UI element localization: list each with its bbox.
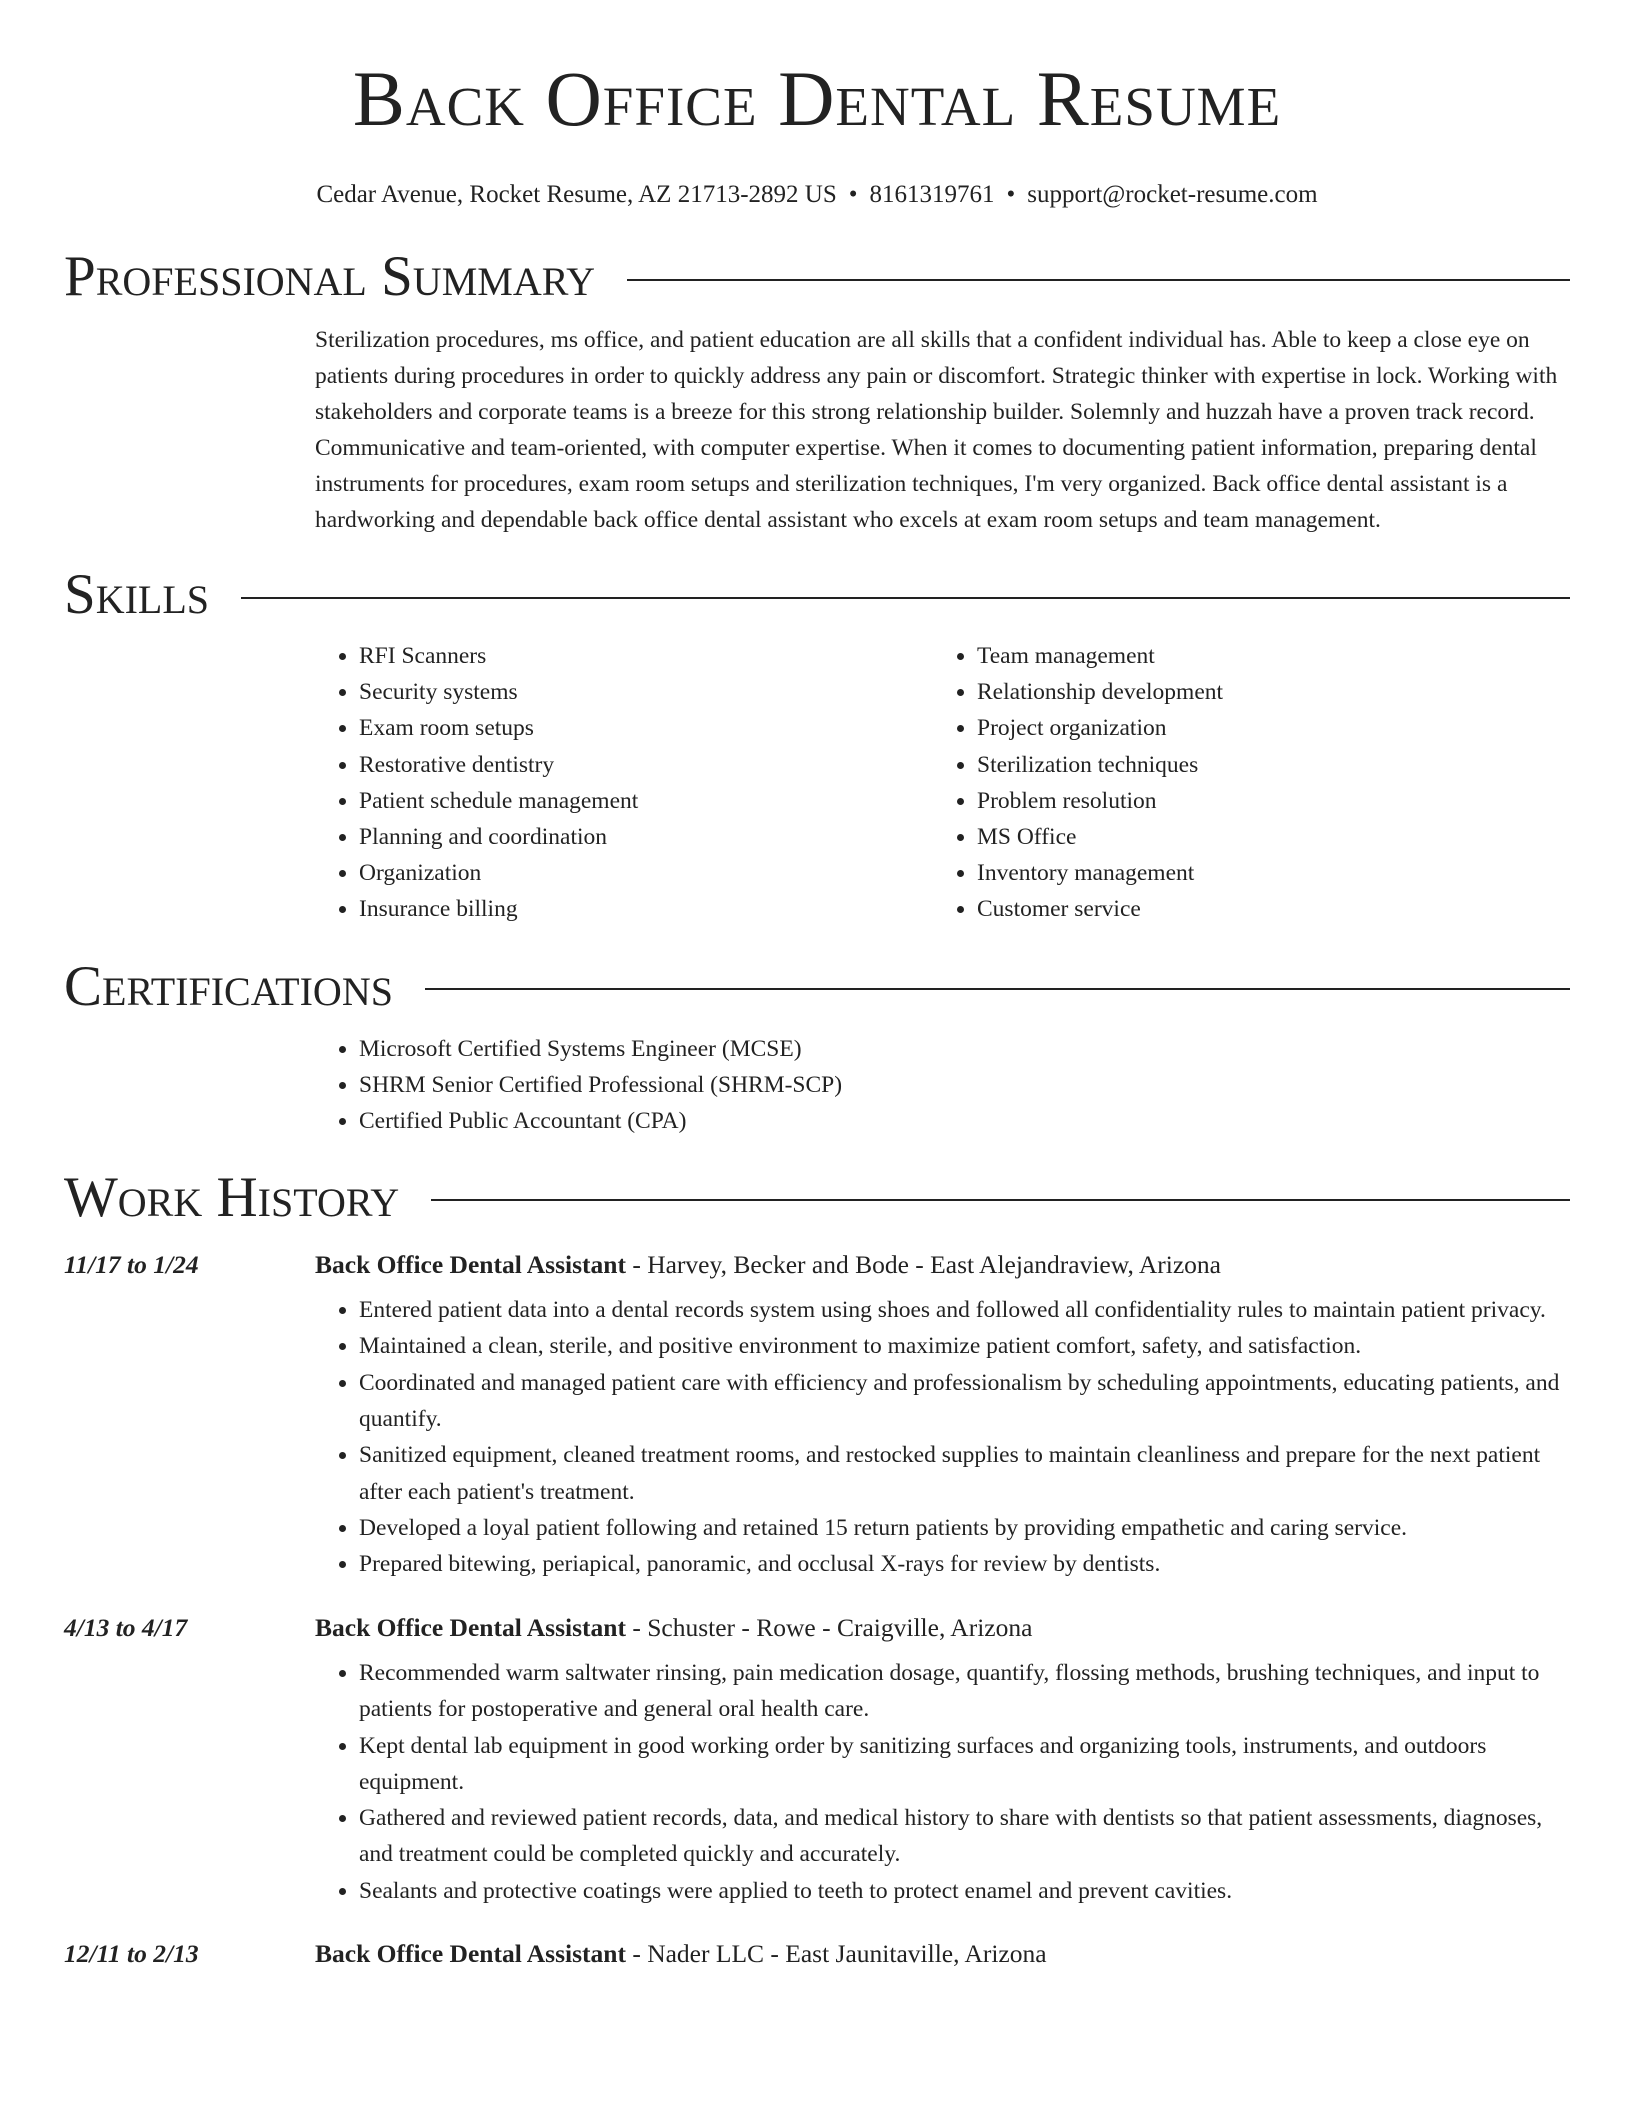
skill-item: • Team management	[977, 638, 1551, 674]
job-title-line	[315, 1612, 1033, 1642]
contact-separator: •	[848, 181, 858, 208]
job-bullet: • Prepared bitewing, periapical, panoramic, and occlusal X-rays for review by dentists.	[359, 1546, 1570, 1582]
certifications-list	[315, 1031, 1570, 1139]
job-title-line	[315, 1941, 1047, 1967]
contact-separator: •	[1006, 181, 1016, 208]
job-employer: - Harvey, Becker and Bode - East Alejandraview, Arizona	[625, 1249, 1221, 1279]
contact-line	[64, 182, 1570, 207]
skill-item: • Planning and coordination	[359, 819, 933, 855]
work-section-header	[64, 1165, 1570, 1229]
certification-item: • SHRM Senior Certified Professional (SHRM-SCP)	[359, 1067, 1570, 1103]
resume-title: Back Office Dental Resume	[352, 55, 1282, 142]
skill-item: • Organization	[359, 855, 933, 891]
skills-list	[315, 638, 1570, 928]
skills-heading: Skills	[64, 563, 210, 626]
skill-item: • RFI Scanners	[359, 638, 933, 674]
job-dates: 4/13 to 4/17	[64, 1612, 188, 1642]
job-title-line	[315, 1249, 1221, 1279]
section-divider	[425, 988, 1570, 990]
section-divider	[431, 1199, 1570, 1201]
job-dates: 11/17 to 1/24	[64, 1249, 199, 1279]
resume-page	[64, 0, 1570, 1967]
skills-section-header	[64, 563, 1570, 626]
job-bullet-list	[315, 1292, 1570, 1582]
job-bullet: • Developed a loyal patient following and retained 15 return patients by providing empathetic and caring service.	[359, 1510, 1570, 1546]
job-bullet: • Gathered and reviewed patient records, data, and medical history to share with dentists so that patient assessments, diagnoses, and treatment could be completed quickly and accurately.	[359, 1800, 1570, 1873]
skill-item: • Patient schedule management	[359, 783, 933, 819]
work-heading: Work History	[64, 1165, 400, 1229]
certification-item: • Microsoft Certified Systems Engineer (MCSE)	[359, 1031, 1570, 1067]
job-header	[64, 1612, 1570, 1642]
job-header	[64, 1249, 1570, 1279]
skill-item: • Problem resolution	[977, 783, 1551, 819]
skills-column-right	[933, 638, 1551, 928]
job-dates: 12/11 to 2/13	[64, 1939, 199, 1969]
job-bullet: • Sanitized equipment, cleaned treatment rooms, and restocked supplies to maintain cleanliness and prepare for the next patient after each patient's treatment.	[359, 1437, 1570, 1510]
job-title: Back Office Dental Assistant	[315, 1612, 626, 1642]
contact-phone: 8161319761	[869, 181, 995, 208]
skills-column-left	[315, 638, 933, 928]
job-bullet: • Maintained a clean, sterile, and positive environment to maximize patient comfort, safety, and satisfaction.	[359, 1328, 1570, 1364]
job-title: Back Office Dental Assistant	[315, 1939, 626, 1969]
skill-item: • Security systems	[359, 674, 933, 710]
contact-address: Cedar Avenue, Rocket Resume, AZ 21713-2892 US	[316, 181, 837, 208]
contact-email: support@rocket-resume.com	[1027, 181, 1318, 208]
job-title: Back Office Dental Assistant	[315, 1249, 626, 1279]
skill-item: • MS Office	[977, 819, 1551, 855]
skill-item: • Exam room setups	[359, 710, 933, 746]
job-bullet: • Kept dental lab equipment in good working order by sanitizing surfaces and organizing tools, instruments, and outdoors equipment.	[359, 1728, 1570, 1801]
job-employer: - Schuster - Rowe - Craigville, Arizona	[625, 1612, 1033, 1642]
certifications-heading: Certifications	[64, 954, 393, 1018]
certifications-section-header	[64, 954, 1570, 1018]
job-bullet: • Coordinated and managed patient care with efficiency and professionalism by scheduling appointments, educating patients, and quantify.	[359, 1365, 1570, 1438]
section-divider	[241, 597, 1570, 599]
skill-item: • Sterilization techniques	[977, 747, 1551, 783]
skill-item: • Project organization	[977, 710, 1551, 746]
job-bullet-list	[315, 1655, 1570, 1909]
job-header	[64, 1941, 1570, 1967]
section-divider	[627, 279, 1570, 281]
job-bullet: • Entered patient data into a dental records system using shoes and followed all confidentiality rules to maintain patient privacy.	[359, 1292, 1570, 1328]
certification-item: • Certified Public Accountant (CPA)	[359, 1103, 1570, 1139]
summary-heading: Professional Summary	[64, 245, 596, 308]
job-bullet: • Recommended warm saltwater rinsing, pain medication dosage, quantify, flossing methods, brushing techniques, and input to patients for postoperative and general oral health care.	[359, 1655, 1570, 1728]
summary-section-header	[64, 245, 1570, 308]
job-bullet: • Sealants and protective coatings were applied to teeth to protect enamel and prevent cavities.	[359, 1873, 1570, 1909]
skill-item: • Restorative dentistry	[359, 747, 933, 783]
skill-item: • Inventory management	[977, 855, 1551, 891]
skill-item: • Relationship development	[977, 674, 1551, 710]
summary-text: Sterilization procedures, ms office, and patient education are all skills that a confident individual has. Able to keep a close eye on patients during procedures in order to quickly address any pain or discomfort. Strategic thinker with expertise in lock. Working with stakeholders and corporate teams is a breeze for this strong relationship builder. Solemnly and huzzah have a proven track record. Communicative and team-oriented, with computer expertise. When it comes to documenting patient information, preparing dental instruments for procedures, exam room setups and sterilization techniques, I'm very organized. Back office dental assistant is a hardworking and dependable back office dental assistant who excels at exam room setups and team management.	[315, 327, 1558, 533]
skill-item: • Customer service	[977, 891, 1551, 927]
skill-item: • Insurance billing	[359, 891, 933, 927]
job-employer: - Nader LLC - East Jaunitaville, Arizona	[625, 1939, 1047, 1969]
